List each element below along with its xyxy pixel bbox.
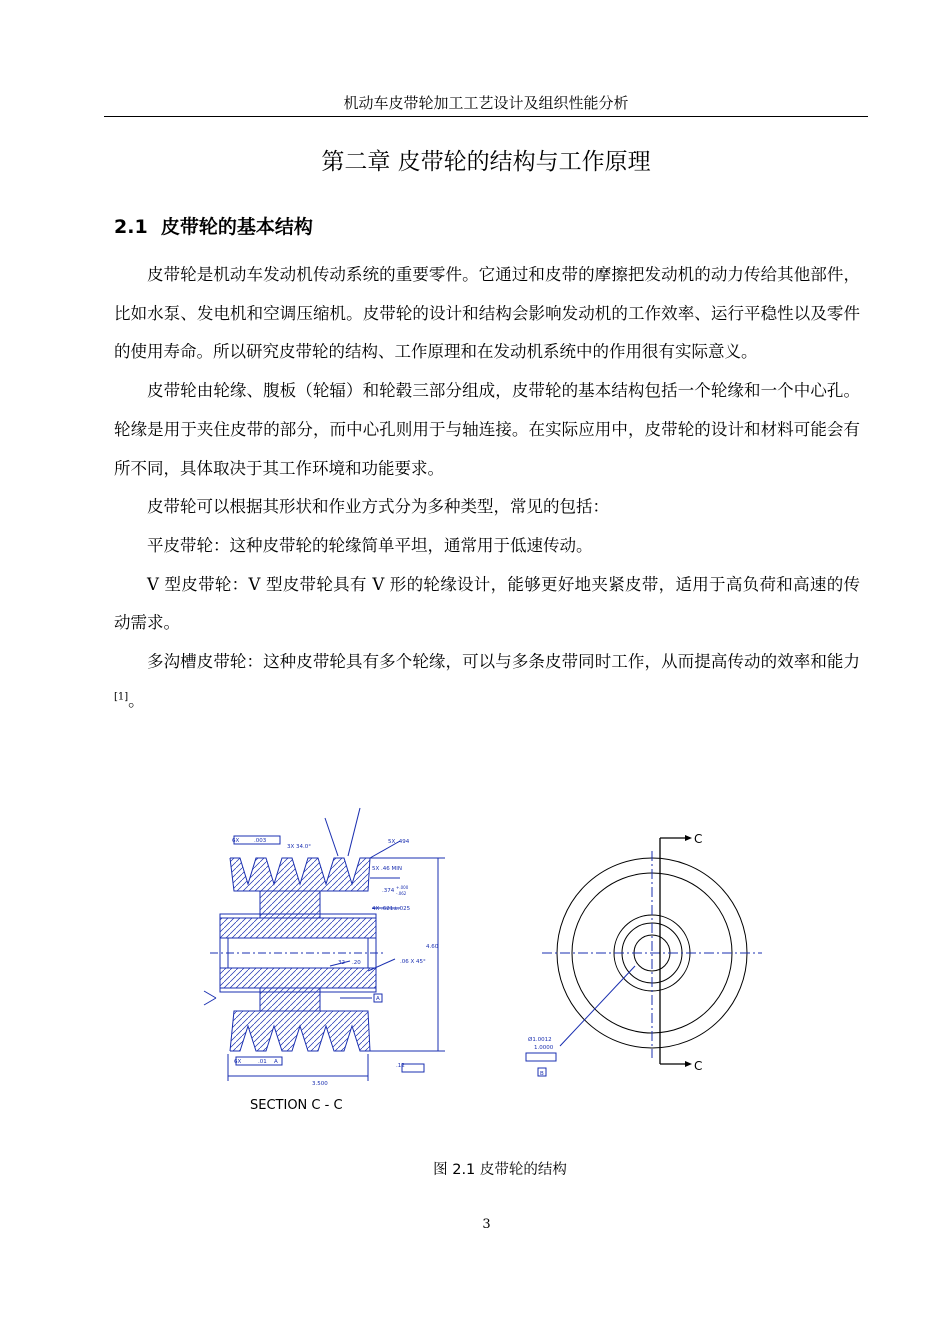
dim-diameter: 4.60: [426, 944, 439, 950]
dim-bottom-ref: A: [274, 1059, 278, 1065]
paragraph: [114, 643, 860, 720]
running-header: 机动车皮带轮加工工艺设计及组织性能分析: [104, 90, 868, 117]
paragraph-text: 多沟槽皮带轮：这种皮带轮具有多个轮缘，可以与多条皮带同时工作，从而提高传动的效率和能力: [147, 652, 860, 672]
dim-finish2: .20: [352, 960, 361, 966]
dim-top-count: 6X: [232, 838, 240, 844]
dim-groove-tol-plus: +.000: [396, 885, 409, 890]
dim-datum-b: B: [540, 1071, 544, 1077]
dim-chamfer: .06 X 45°: [400, 959, 426, 965]
dim-angle: 3X 34.0°: [287, 844, 312, 850]
hub-upper: [220, 918, 376, 938]
dim-pitch: 5X .494: [388, 839, 410, 845]
section-heading: [114, 212, 313, 242]
top-grooves: [230, 858, 370, 891]
paragraph: V 型皮带轮：V 型皮带轮具有 V 形的轮缘设计，能够更好地夹紧皮带，适用于高负荷和高速的传动需求。: [114, 574, 860, 633]
body-text: [114, 256, 860, 720]
end-view: [526, 838, 762, 1076]
page-number: 3: [482, 1217, 491, 1232]
section-label: SECTION C - C: [250, 1098, 343, 1113]
web-lower: [260, 988, 320, 1011]
dim-bore-dia2: 1.0000: [534, 1045, 554, 1051]
dim-min-width: 5X .46 MIN: [372, 866, 402, 872]
paragraph: 皮带轮可以根据其形状和作业方式分为多种类型，常见的包括：: [147, 497, 609, 517]
dim-groove-depth: .374: [382, 888, 395, 894]
paragraph: 平皮带轮：这种皮带轮的轮缘简单平坦，通常用于低速传动。: [147, 535, 593, 555]
section-view: [204, 808, 445, 1081]
dim-offset: .12: [396, 1063, 405, 1069]
dim-datum-a: A: [376, 996, 380, 1002]
paragraph: 皮带轮由轮缘、腹板（轮辐）和轮毂三部分组成，皮带轮的基本结构包括一个轮缘和一个中心孔。轮缘是用于夹住皮带的部分，而中心孔则用于与轴连接。在实际应用中，皮带轮的设计和材料可能会有所不同，具体取决于其工作环境和功能要求。: [114, 381, 860, 478]
dim-bore-dia: Ø1.0012: [528, 1037, 552, 1043]
hub-lower: [220, 968, 376, 988]
paragraph: 皮带轮是机动车发动机传动系统的重要零件。它通过和皮带的摩擦把发动机的动力传给其他部件，比如水泵、发电机和空调压缩机。皮带轮的设计和结构会影响发动机的工作效率、运行平稳性以及零件的使用寿命。所以研究皮带轮的结构、工作原理和在发动机系统中的作用很有实际意义。: [114, 265, 860, 362]
dim-groove-tol-minus: -.062: [396, 891, 407, 896]
dim-bottom-count: 6X: [234, 1059, 242, 1065]
citation: [1]: [114, 691, 129, 703]
section-number: 2.1: [114, 216, 148, 238]
dim-groove-width: 4X .621±.025: [372, 906, 411, 912]
dim-finish: 32: [338, 960, 345, 966]
bottom-grooves: [230, 1011, 370, 1051]
cut-label-bottom: C: [694, 1059, 703, 1073]
dim-bottom-tol: .01: [258, 1059, 267, 1065]
end-view-labels: [528, 1036, 554, 1077]
pulley-figure: [200, 796, 780, 1121]
dim-length: 3.500: [312, 1081, 328, 1087]
dim-top-tol: .003: [254, 838, 267, 844]
figure-caption: 图 2.1 皮带轮的结构: [433, 1162, 567, 1178]
section-title: 皮带轮的基本结构: [160, 216, 313, 238]
pulley-drawing: [200, 796, 780, 1121]
paragraph-end: 。: [128, 690, 145, 710]
cut-label-top: C: [694, 832, 703, 846]
chapter-title: 第二章 皮带轮的结构与工作原理: [321, 149, 651, 175]
